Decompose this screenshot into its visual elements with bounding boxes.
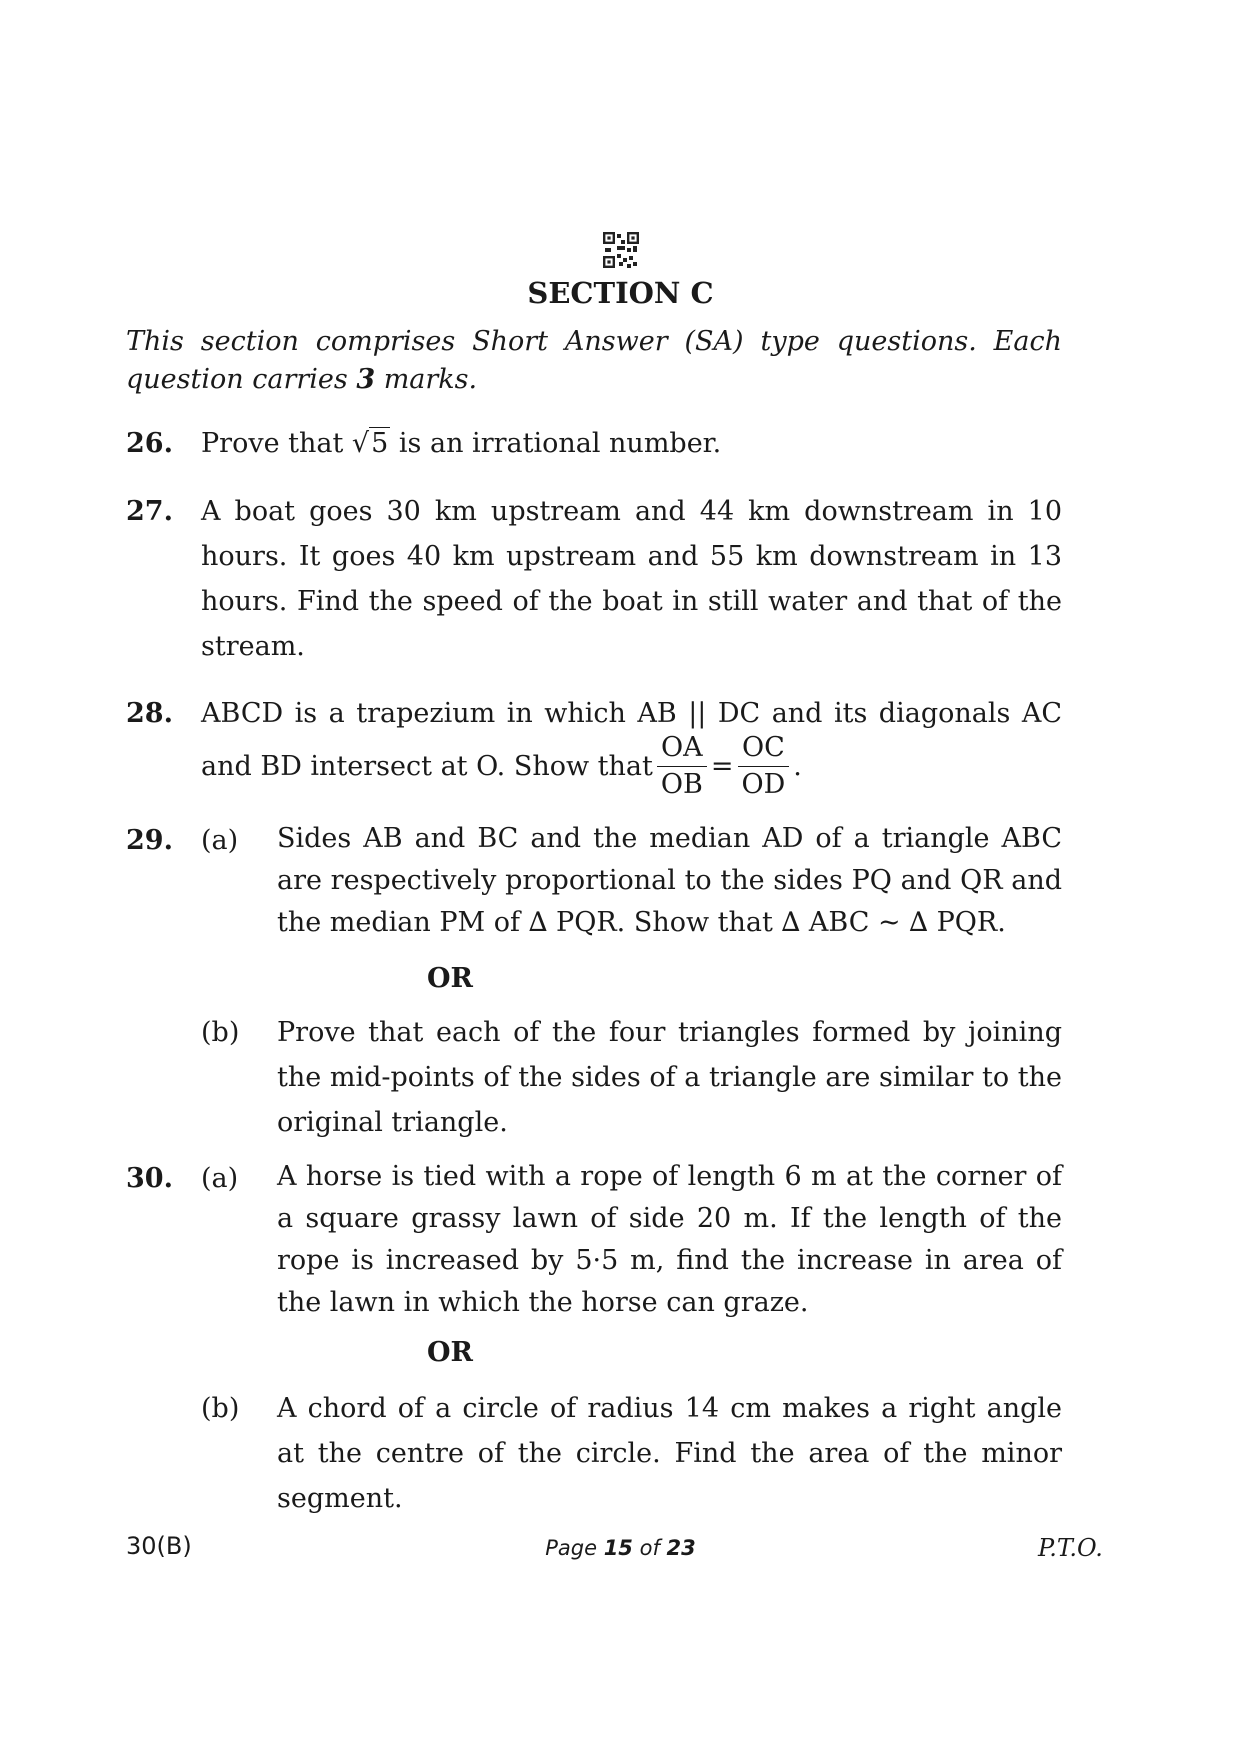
square-root: √5 [351,428,389,459]
question-number-27: 27. [126,496,173,527]
question-29-part-b-text: Prove that each of the four triangles formed by joining the mid-points of the sides of a triangle are similar to the original triangle. [277,1017,1062,1138]
qr-code-icon [603,232,639,268]
or-separator: OR [427,963,473,994]
question-30-part-a-label: (a) [201,1163,239,1194]
section-instructions: This section comprises Short Answer (SA) type questions. Each question carries 3 marks. [126,326,1062,395]
question-28-line-2: and BD intersect at O. Show that $\frac{OA}{OB}$ = $\frac{OC}{OD}$ . [201,730,802,803]
section-title: SECTION C [527,276,714,310]
question-26-text: Prove that √5 is an irrational number. [201,421,1062,466]
please-turn-over: P.T.O. [1038,1534,1103,1562]
question-30-part-a-text: A horse is tied with a rope of length 6 m at the corner of a square grassy lawn of side 20 m. If the length of the rope is increased by 5·5 m, find the increase in area of the lawn in which the horse can graze. [277,1161,1062,1318]
paper-code: 30(B) [126,1532,192,1560]
question-number-26: 26. [126,428,173,459]
question-30-part-b-text: A chord of a circle of radius 14 cm makes a right angle at the centre of the circle. Find the area of the minor segment. [277,1393,1062,1514]
or-separator: OR [427,1337,473,1368]
question-28-line-1: ABCD is a trapezium in which AB || DC and its diagonals AC [201,698,1062,729]
question-29-part-a-label: (a) [201,825,239,856]
question-29-part-b-label: (b) [201,1017,240,1048]
page-number: Page 15 of 23 [545,1536,696,1560]
marks-value: 3 [356,364,376,395]
question-number-29: 29. [126,825,173,856]
question-27-text: A boat goes 30 km upstream and 44 km downstream in 10 hours. It goes 40 km upstream and 55 km downstream in 13 hours. Find the speed of the boat in still water and that of the stream. [201,496,1062,662]
question-29-part-a-text: Sides AB and BC and the median AD of a triangle ABC are respectively proportional to the sides PQ and QR and the median PM of ∆ PQR. Show that ∆ ABC ~ ∆ PQR. [277,823,1062,938]
fraction-oa-ob: $\frac{OA}{OB}$ [657,730,707,803]
fraction-oc-od: $\frac{OC}{OD}$ [737,730,789,803]
question-30-part-b-label: (b) [201,1393,240,1424]
question-number-30: 30. [126,1163,173,1194]
question-number-28: 28. [126,698,173,729]
